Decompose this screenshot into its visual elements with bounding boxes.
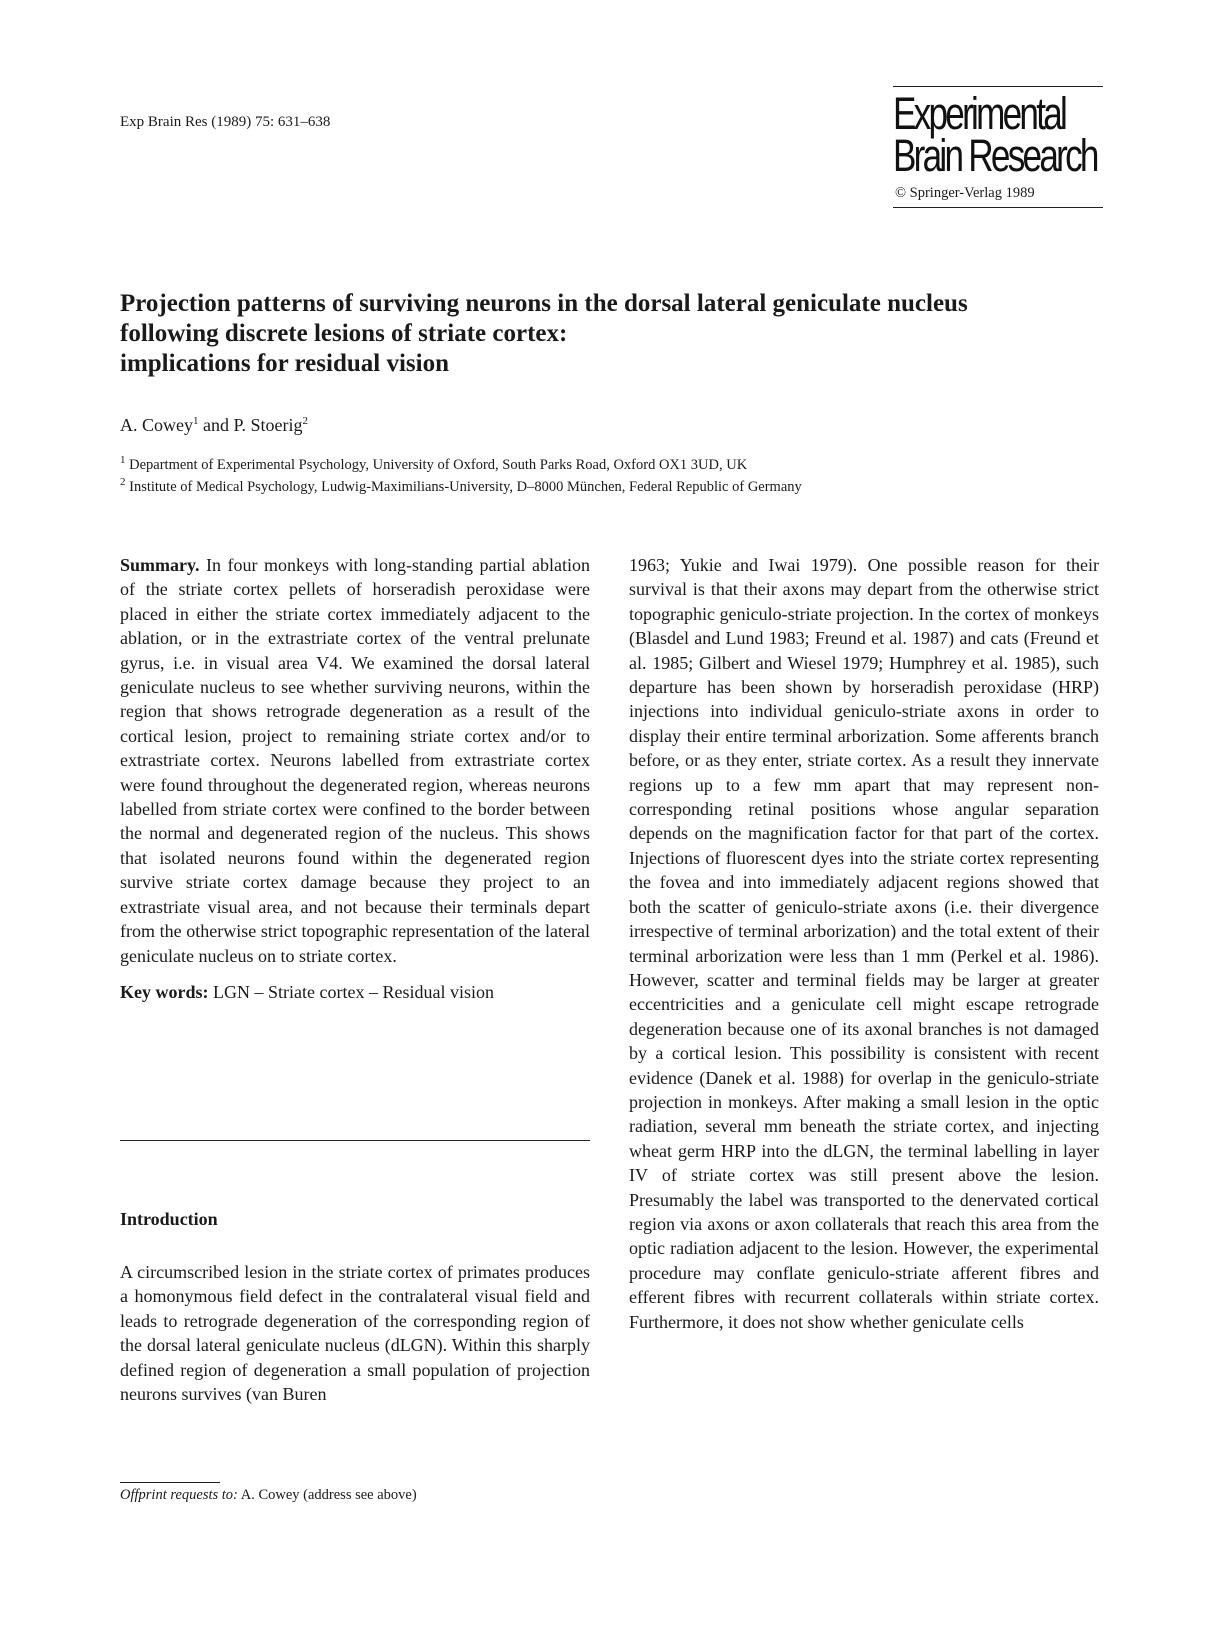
affiliation-mark: 2 [120, 476, 126, 489]
journal-logo-line2: Brain Research [893, 130, 1097, 181]
affiliation [120, 454, 748, 474]
introduction-text: A circumscribed lesion in the striate cortex of primates produces a homonymous field defect in the contralateral visual field and leads to retrograde degeneration of the corresponding region of the dorsal lateral geniculate nucleus (dLGN). Within this sharply defined region of degeneration a small population of projection neurons survives (van Buren [120, 1262, 590, 1405]
article-title [120, 289, 1110, 379]
copyright: © Springer-Verlag 1989 [895, 185, 1035, 201]
introduction-paragraph [120, 1260, 590, 1406]
summary-text: In four monkeys with long-standing partial ablation of the striate cortex pellets of horseradish peroxidase were placed in either the striate cortex immediately adjacent to the ablation, or in the extrastriate cortex of the ventral prelunate gyrus, i.e. in visual area V4. We examined the dorsal lateral geniculate nucleus to see whether surviving neurons, within the region that shows retrograde degeneration as a result of the cortical lesion, project to remaining striate cortex and/or to extrastriate cortex. Neurons labelled from extrastriate cortex were found throughout the degenerated region, whereas neurons labelled from striate cortex were confined to the border between the normal and degenerated region of the nucleus. This shows that isolated neurons found within the degenerated region survive striate cortex damage because they project to an extrastriate visual area, and not because their terminals depart from the otherwise strict topographic representation of the lateral geniculate nucleus on to striate cortex. [120, 555, 590, 966]
offprint-text: A. Cowey (address see above) [240, 1487, 417, 1503]
logo-top-rule [893, 86, 1103, 87]
author-name: P. Stoerig [233, 415, 303, 435]
title-line: Projection patterns of surviving neurons in the dorsal lateral geniculate nucleus [120, 290, 968, 317]
journal-logo-block [893, 86, 1103, 208]
authors [120, 415, 308, 436]
left-column [120, 553, 590, 1004]
affiliation-mark: 1 [120, 454, 126, 467]
author-affiliation-mark: 1 [193, 415, 199, 427]
affiliation-text: Institute of Medical Psychology, Ludwig-Maximilians-University, D–8000 München, Federal Republic of Germany [129, 479, 802, 495]
right-column-text: 1963; Yukie and Iwai 1979). One possible reason for their survival is that their axons may depart from the otherwise strict topographic geniculo-striate projection. In the cortex of monkeys (Blasdel and Lund 1983; Freund et al. 1987) and cats (Freund et al. 1985; Gilbert and Wiesel 1979; Humphrey et al. 1985), such departure has been shown by horseradish peroxidase (HRP) injections into individual geniculo-striate axons in order to display their entire terminal arborization. Some afferents branch before, or as they enter, striate cortex. As a result they innervate regions up to a few mm apart that may represent non-corresponding retinal positions whose angular separation depends on the magnification factor for that part of the cortex. Injections of fluorescent dyes into the striate cortex representing the fovea and into immediately adjacent regions showed that both the scatter of geniculo-striate axons (i.e. their divergence irrespective of terminal arborization) and the total extent of their terminal arborization were less than 1 mm (Perkel et al. 1986). However, scatter and terminal fields may be larger at greater eccentricities and a geniculate cell might escape retrograde degeneration because one of its axonal branches is not damaged by a cortical lesion. This possibility is consistent with recent evidence (Danek et al. 1988) for overlap in the geniculo-striate projection in monkeys. After making a small lesion in the optic radiation, several mm beneath the striate cortex, and injecting wheat germ HRP into the dLGN, the terminal labelling in layer IV of striate cortex was still present above the lesion. Presumably the label was transported to the denervated cortical region via axons or axon collaterals that reach this area from the optic radiation adjacent to the lesion. However, the experimental procedure may conflate geniculo-striate afferent fibres and efferent fibres with recurrent collaterals within striate cortex. Furthermore, it does not show whether geniculate cells [629, 555, 1099, 1332]
affiliation-text: Department of Experimental Psychology, University of Oxford, South Parks Road, Oxford OX1 3UD, UK [129, 457, 748, 473]
journal-logo-line1: Experimental [893, 88, 1066, 139]
affiliation [120, 476, 802, 496]
keywords-paragraph [120, 980, 590, 1004]
author-conjunction: and [198, 415, 234, 435]
offprint-label: Offprint requests to: [120, 1487, 238, 1503]
keywords-label: Key words: [120, 981, 209, 1002]
introduction-heading: Introduction [120, 1209, 218, 1229]
logo-bottom-rule [893, 207, 1103, 208]
offprint-footnote [120, 1487, 417, 1504]
journal-logo [893, 88, 1097, 181]
section-divider [120, 1140, 590, 1141]
footnote-rule [120, 1482, 220, 1483]
keywords-text: LGN – Striate cortex – Residual vision [213, 981, 494, 1002]
title-line: implications for residual vision [120, 350, 449, 377]
title-line: following discrete lesions of striate cortex: [120, 320, 568, 347]
summary-label: Summary. [120, 555, 200, 575]
right-column [629, 553, 1099, 1334]
author-name: A. Cowey [120, 415, 193, 435]
summary-paragraph [120, 553, 590, 968]
journal-citation: Exp Brain Res (1989) 75: 631–638 [120, 114, 331, 130]
author-affiliation-mark: 2 [302, 415, 309, 427]
